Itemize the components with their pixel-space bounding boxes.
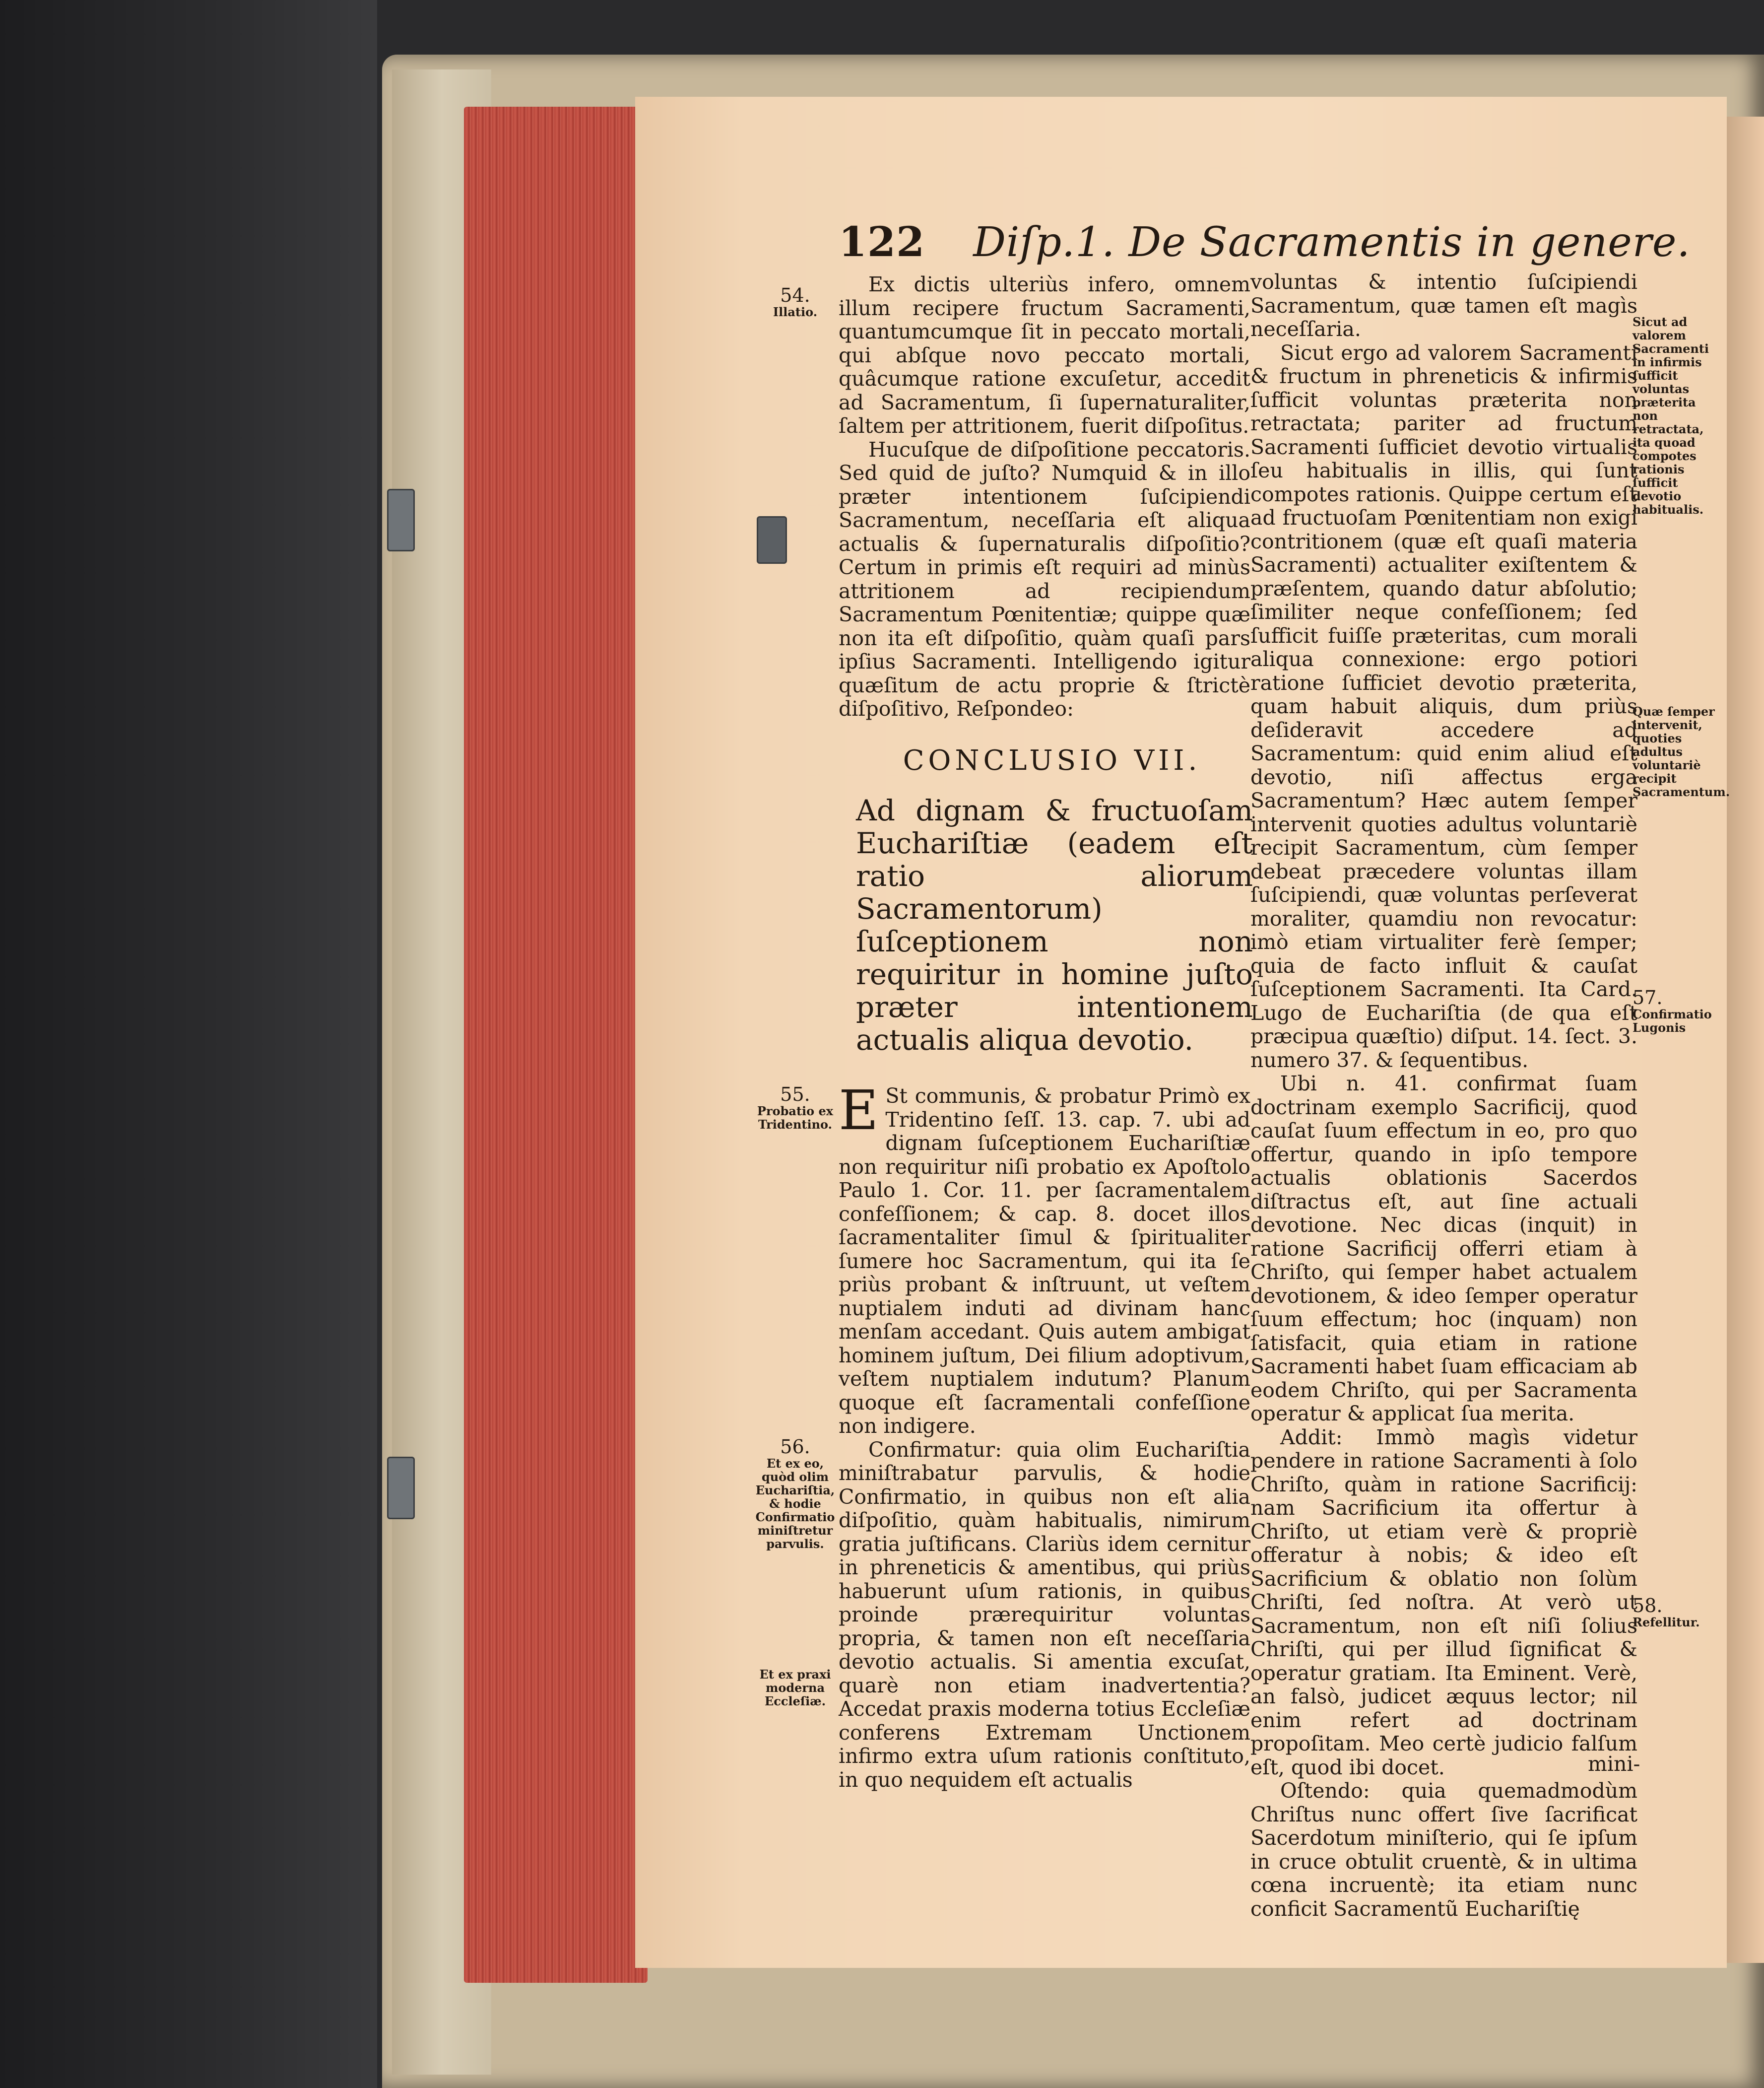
margin-note-56: 56. Et ex eo, quòd olim Euchariſtia, & hodie Confirmatio miniſtretur parvulis. [755,1436,835,1551]
margin-note-54: 54. Illatio. [773,284,818,319]
facing-page-edge [1727,117,1764,1963]
margin-note-57: 57. Confirmatio Lugonis [1633,987,1712,1035]
paragraph: Ubi n. 41. confirmat ſuam doctrinam exemplo Sacrificij, quod cauſat ſuum effectum in eo, pro quo offertur, quando in ipſo tempore actualis oblationis Sacerdos diſtractus eſt, aut ſine actuali devotione. Nec dicas (inquit) in ratione Sacrificij offerri etiam à Chriſto, qui ſemper habet actualem devotionem, & ideo ſemper operatur ſuum effectum; hoc (inquam) non ſatisfacit, quia etiam in ratione Sacramenti habet ſuam efficaciam ab eodem Chriſto, qui per Sacramenta operatur & applicat ſua merita. [1250,1072,1637,1425]
clasp-lower [387,1457,415,1519]
running-title: Diſp.1. De Sacramentis in genere. [973,219,1691,266]
column-left-top [839,273,1250,721]
conclusio-text: Ad dignam & fructuoſam Euchariſtiæ (eadem eſt ratio aliorum Sacramentorum) ſuſceptionem non requiritur in homine juſto præter intentionem actualis aliqua devotio. [856,794,1253,1057]
paragraph: Oſtendo: quia quemadmodùm Chriſtus nunc offert ſive ſacrificat Sacerdotum miniſterio, qui ſe ipſum in cruce obtulit cruentè, & in ultima cœna incruentè; ita etiam nunc conficit Sacramentũ Euchariſtię [1250,1779,1637,1921]
paragraph [839,1078,1250,1438]
background-left [0,0,377,2088]
margin-note-58: 58. Refellitur. [1633,1595,1700,1629]
paragraph: Hucuſque de diſpoſitione peccatoris. Sed quid de juſto? Numquid & in illo præter intentionem ſuſcipiendi Sacramentum, neceſſaria eſt aliqua actualis & ſupernaturalis diſpoſitio? Certum in primis eſt requiri ad minùs attritionem ad recipiendum Sacramentum Pœnitentiæ; quippe quæ non ita eſt diſpoſitio, quàm quaſi pars ipſius Sacramenti. Intelligendo igitur quæſitum de actu proprie & ſtrictè diſpoſitivo, Reſpondeo: [839,437,1250,721]
paragraph-text: St communis, & probatur Primò ex Tridentino ſeſſ. 13. cap. 7. ubi ad dignam ſuſceptionem Euchariſtiæ non requiritur niſi probatio ex Apoſtolo Paulo 1. Cor. 11. per ſacramentalem confeſſionem; & cap. 8. docet illos ſacramentaliter ſimul & ſpiritualiter ſumere hoc Sacramentum, qui ita ſe priùs probant & inſtruunt, ut veſtem nuptialem induti ad divinam hanc menſam accedant. Quis autem ambigat hominem juſtum, Dei filium adoptivum, veſtem nuptialem indutum? Planum quoque eſt ſacramentali confeſſione non indigere. [839,1084,1250,1438]
paragraph: Ex dictis ulteriùs infero, omnem illum recipere fructum Sacramenti, quantumcumque ſit in peccato mortali, qui abſque novo peccato mortali, quâcumque ratione excuſetur, accedit ad Sacramentum, ſi ſupernaturaliter, ſaltem per attritionem, fuerit diſpoſitus. [839,272,1250,438]
margin-note-quae: Quæ ſemper intervenit, quoties adultus voluntariè recipit Sacramentum. [1633,704,1730,799]
drop-cap: E [839,1078,879,1142]
margin-note-praxi: Et ex praxi moderna Eccleſiæ. [759,1667,831,1708]
catchword: mini- [1588,1752,1640,1776]
page-number: 122 [839,218,925,266]
conclusio-title: CONCLUSIO VII. [903,744,1201,777]
paragraph: Sicut ergo ad valorem Sacramenti & fructum in phreneticis & infirmis ſufficit voluntas præterita non retractata; pariter ad fructum Sacramenti ſufficiet devotio virtualis ſeu habitualis in illis, qui ſunt compotes rationis. Quippe certum eſt ad fructuoſam Pœnitentiam non exigi contritionem (quæ eſt quaſi materia Sacramenti) actualiter exiſtentem & præſentem, quando datur abſolutio; ſimiliter neque confeſſionem; ſed ſufficit fuiſſe præteritas, cum morali aliqua connexione: ergo potiori ratione ſufficiet devotio præterita, quam habuit aliquis, dum priùs deſideravit accedere ad Sacramentum: quid enim aliud eſt devotio, niſi affectus erga Sacramentum? Hæc autem ſemper intervenit quoties adultus voluntariè recipit Sacramentum, cùm ſemper debeat præcedere voluntas illam ſuſcipiendi, quæ voluntas perſeverat moraliter, quamdiu non revocatur: imò etiam virtualiter ferè ſemper; quia de facto influit & cauſat ſuſceptionem Sacramenti. Ita Card. Lugo de Euchariſtia (de qua eſt præcipua quæſtio) diſput. 14. ſect. 3. numero 37. & ſequentibus. [1250,340,1637,1072]
column-right [1250,270,1637,1921]
margin-note-55: 55. Probatio ex Tridentino. [757,1083,834,1132]
red-page-edges [464,107,648,1983]
column-left-bottom [839,1078,1250,1792]
margin-note-sicut: Sicut ad valorem Sacramenti in infirmis ſufficit voluntas præterita non retractata, ita quoad compotes rationis ſufficit devotio habitualis. [1633,315,1709,517]
paragraph: voluntas & intentio ſuſcipiendi Sacramentum, quæ tamen eſt magìs neceſſaria. [1250,270,1637,341]
clasp-upper [387,489,415,551]
clasp-inner [757,516,787,564]
paragraph: Confirmatur: quia olim Euchariſtia miniſtrabatur parvulis, & hodie Confirmatio, in quibus non eſt alia diſpoſitio, quàm habitualis, nimirum gratia juſtificans. Clariùs idem cernitur in phreneticis & amentibus, qui priùs habuerunt uſum rationis, in quibus proinde prærequiritur voluntas propria, & tamen non eſt neceſſaria devotio actualis. Si amentia excuſat, quarè non etiam inadvertentia? Accedat praxis moderna totius Eccleſiæ conferens Extremam Unctionem infirmo extra uſum rationis conſtituto, in quo nequidem eſt actualis [839,1437,1250,1792]
paragraph: Addit: Immò magìs videtur pendere in ratione Sacramenti à ſolo Chriſto, quàm in ratione Sacrificij: nam Sacrificium ita offertur à Chriſto, ut etiam verè & propriè offeratur à nobis; & ideo eſt Sacrificium & oblatio non ſolùm Chriſti, ſed noſtra. At verò ut Sacramentum, non eſt niſi ſolius Chriſti, qui per illud ſignificat & operatur gratiam. Ita Eminent. Verè, an falsò, judicet æquus lector; nil enim refert ad doctrinam propoſitam. Meo certè judicio falſum eſt, quod ibi docet. [1250,1425,1637,1779]
running-header [839,218,1691,266]
